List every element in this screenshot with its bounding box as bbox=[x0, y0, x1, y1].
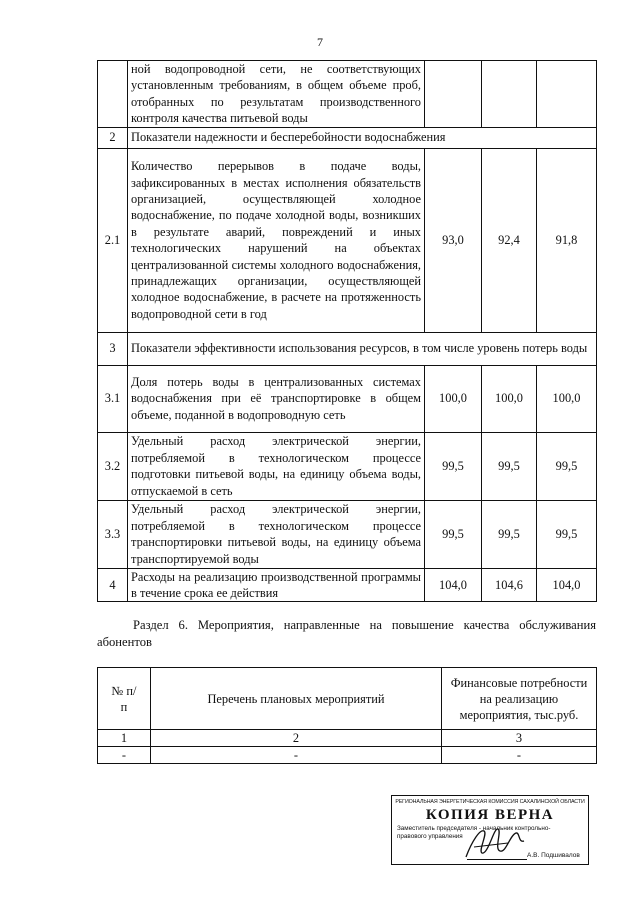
table-row bbox=[98, 747, 597, 764]
table-row bbox=[98, 568, 597, 602]
indicator-text: Удельный расход электрической энергии, потребляемой в технологическом процессе транспортировки питьевой воды, на единицу объема транспортируемой воды bbox=[128, 500, 425, 568]
empty-cell: - bbox=[98, 747, 151, 764]
signatory-name: А.В. Подшивалов bbox=[527, 852, 580, 859]
row-number: 3.2 bbox=[98, 432, 128, 500]
stamp-organization: РЕГИОНАЛЬНАЯ ЭНЕРГЕТИЧЕСКАЯ КОМИССИЯ САХАЛИНСКОЙ ОБЛАСТИ bbox=[395, 799, 585, 805]
value-3: 99,5 bbox=[537, 432, 597, 500]
table-row bbox=[98, 365, 597, 432]
indicator-text: Доля потерь воды в централизованных системах водоснабжения при её транспортировке в общем объеме, поданной в водопроводную сеть bbox=[128, 365, 425, 432]
row-number: 2.1 bbox=[98, 148, 128, 332]
empty-cell: - bbox=[442, 747, 597, 764]
header-row bbox=[98, 668, 597, 730]
row-number: 3 bbox=[98, 332, 128, 365]
value-1: 93,0 bbox=[425, 148, 482, 332]
value-1: 104,0 bbox=[425, 568, 482, 602]
table-row bbox=[98, 500, 597, 568]
section-heading: Показатели эффективности использования ресурсов, в том числе уровень потерь воды bbox=[128, 332, 597, 365]
row-number: 3.1 bbox=[98, 365, 128, 432]
empty-cell: - bbox=[151, 747, 442, 764]
indicator-text: Расходы на реализацию производственной программы в течение срока ее действия bbox=[128, 568, 425, 602]
value-1: 99,5 bbox=[425, 500, 482, 568]
value-2: 99,5 bbox=[482, 500, 537, 568]
indicator-text: ной водопроводной сети, не соответствующих установленным требованиям, в общем объеме проб, отобранных по результатам производственного контроля качества питьевой воды bbox=[128, 61, 425, 128]
value-3: 100,0 bbox=[537, 365, 597, 432]
column-header-measures: Перечень плановых мероприятий bbox=[151, 668, 442, 730]
value-1: 99,5 bbox=[425, 432, 482, 500]
stamp-position-continued: правового управления bbox=[397, 833, 463, 840]
value-1 bbox=[425, 61, 482, 128]
row-number: 3.3 bbox=[98, 500, 128, 568]
numbering-row bbox=[98, 730, 597, 747]
section-row bbox=[98, 332, 597, 365]
section-heading: Показатели надежности и бесперебойности водоснабжения bbox=[128, 127, 597, 148]
value-1: 100,0 bbox=[425, 365, 482, 432]
handwritten-signature bbox=[460, 821, 530, 861]
table-row bbox=[98, 61, 597, 128]
measures-table bbox=[97, 667, 597, 764]
indicator-text: Количество перерывов в подаче воды, зафиксированных в местах исполнения обязательств организацией, осуществляющей холодное водоснабжение, по подаче холодной воды, возникших в результате аварий, повреждений и иных технологических нарушений на объектах централизованной системы холодного водоснабжения, принадлежащих организации, осуществляющей холодное водоснабжение, в расчете на протяженность водопроводной сети в год bbox=[128, 148, 425, 332]
page-number: 7 bbox=[317, 35, 323, 49]
value-3: 99,5 bbox=[537, 500, 597, 568]
value-3: 91,8 bbox=[537, 148, 597, 332]
value-2 bbox=[482, 61, 537, 128]
stamp-title: КОПИЯ ВЕРНА bbox=[425, 807, 555, 823]
table-row bbox=[98, 148, 597, 332]
value-3: 104,0 bbox=[537, 568, 597, 602]
column-number: 3 bbox=[442, 730, 597, 747]
value-2: 92,4 bbox=[482, 148, 537, 332]
row-number: 2 bbox=[98, 127, 128, 148]
column-header-number: № п/п bbox=[98, 668, 151, 730]
indicator-text: Удельный расход электрической энергии, потребляемой в технологическом процессе подготовки питьевой воды, на единицу объема воды, отпускаемой в сеть bbox=[128, 432, 425, 500]
column-number: 1 bbox=[98, 730, 151, 747]
value-2: 104,6 bbox=[482, 568, 537, 602]
row-number bbox=[98, 61, 128, 128]
stamp-position: Заместитель председателя - начальник контрольно- bbox=[397, 825, 551, 832]
value-3 bbox=[537, 61, 597, 128]
value-2: 99,5 bbox=[482, 432, 537, 500]
column-number: 2 bbox=[151, 730, 442, 747]
value-2: 100,0 bbox=[482, 365, 537, 432]
table-row bbox=[98, 432, 597, 500]
section-6-title: Раздел 6. Мероприятия, направленные на повышение качества обслуживания абонентов bbox=[97, 618, 596, 649]
indicators-table bbox=[97, 60, 597, 602]
section-row bbox=[98, 127, 597, 148]
column-header-finance: Финансовые потребности на реализацию мероприятия, тыс.руб. bbox=[442, 668, 597, 730]
certification-stamp bbox=[391, 795, 589, 865]
row-number: 4 bbox=[98, 568, 128, 602]
